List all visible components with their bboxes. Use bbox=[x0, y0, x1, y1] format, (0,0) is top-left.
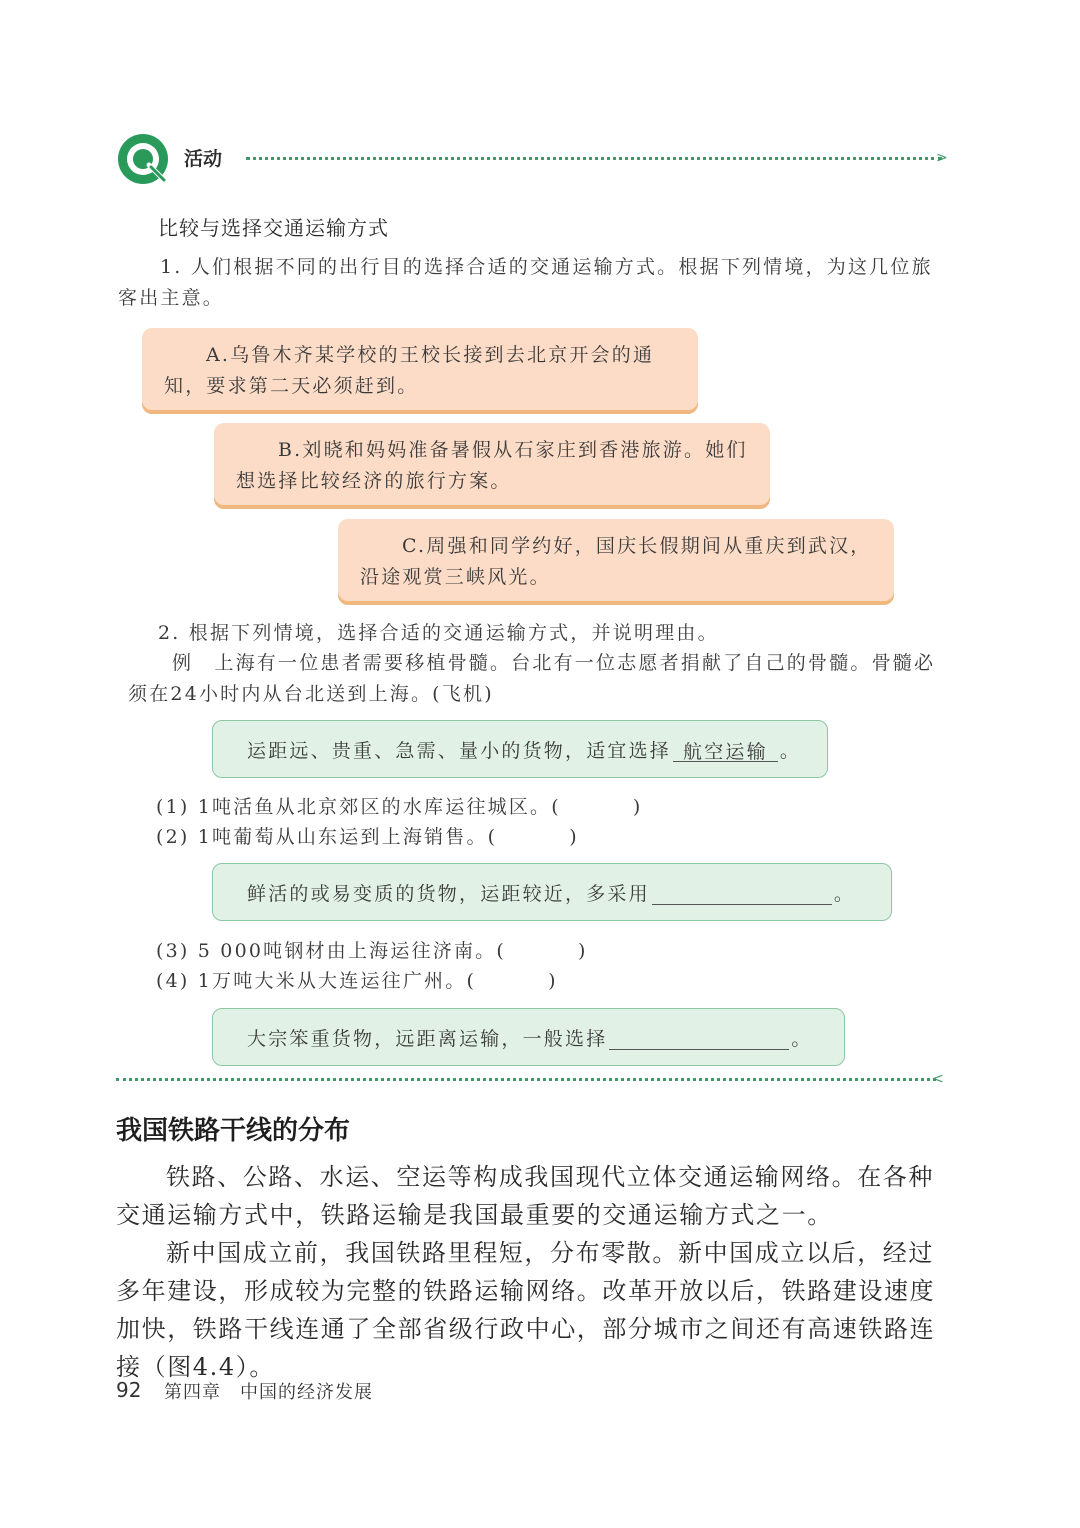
example-text: 例 上海有一位患者需要移植骨髓。台北有一位志愿者捐献了自己的骨髓。骨髓必须在24小时内从台北送到上海。(飞机) bbox=[128, 652, 936, 705]
rule-suffix: 。 bbox=[779, 739, 802, 762]
rule-suffix: 。 bbox=[791, 1027, 813, 1050]
item-close: ) bbox=[548, 970, 558, 992]
answer-blank[interactable] bbox=[609, 1025, 789, 1050]
scenario-card-b bbox=[214, 423, 770, 505]
rule-text: 运距远、贵重、急需、量小的货物，适宜选择 bbox=[247, 739, 672, 762]
rule-box-3 bbox=[212, 1008, 845, 1066]
rule-box-2 bbox=[212, 863, 892, 921]
item-text: (2) 1吨葡萄从山东运到上海销售。( bbox=[156, 826, 498, 848]
item-text: (4) 1万吨大米从大连运往广州。( bbox=[156, 970, 477, 992]
scenario-card-a bbox=[142, 328, 698, 410]
body-paragraph-1: 铁路、公路、水运、空运等构成我国现代立体交通运输网络。在各种交通运输方式中，铁路运输是我国最重要的交通运输方式之一。 bbox=[116, 1163, 934, 1229]
list-item bbox=[156, 822, 579, 849]
chevron-right-icon: > bbox=[936, 150, 948, 166]
rule-box-1 bbox=[212, 720, 828, 778]
question-2: 2. 根据下列情境，选择合适的交通运输方式，并说明理由。 bbox=[158, 622, 719, 644]
answer-blank[interactable] bbox=[652, 880, 832, 905]
activity-subtitle: 比较与选择交通运输方式 bbox=[158, 216, 389, 240]
rule-suffix: 。 bbox=[833, 882, 856, 905]
rule-text: 鲜活的或易变质的货物，运距较近，多采用 bbox=[247, 882, 650, 905]
scenario-text: C.周强和同学约好，国庆长假期间从重庆到武汉，沿途观赏三峡风光。 bbox=[360, 535, 872, 588]
chevron-left-icon: < bbox=[932, 1071, 944, 1087]
dotted-divider-bottom bbox=[116, 1078, 936, 1081]
item-close: ) bbox=[577, 940, 588, 962]
list-item bbox=[156, 966, 558, 993]
item-close: ) bbox=[632, 796, 643, 818]
item-text: (1) 1吨活鱼从北京郊区的水库运往城区。( bbox=[156, 796, 561, 818]
activity-label: 活动 bbox=[184, 148, 223, 170]
chapter-title: 第四章 中国的经济发展 bbox=[164, 1382, 373, 1403]
dotted-divider-top bbox=[246, 157, 942, 160]
activity-icon bbox=[116, 132, 172, 188]
page-number: 92 bbox=[116, 1378, 142, 1402]
list-item bbox=[156, 792, 642, 819]
section-title: 我国铁路干线的分布 bbox=[116, 1116, 351, 1146]
answer-blank[interactable]: 航空运输 bbox=[673, 737, 778, 762]
scenario-text: B.刘晓和妈妈准备暑假从石家庄到香港旅游。她们想选择比较经济的旅行方案。 bbox=[236, 439, 748, 492]
rule-text: 大宗笨重货物，远距离运输，一般选择 bbox=[247, 1027, 608, 1050]
question-1: 1. 人们根据不同的出行目的选择合适的交通运输方式。根据下列情境，为这几位旅客出主意。 bbox=[118, 256, 933, 309]
item-close: ) bbox=[569, 826, 579, 848]
item-text: (3) 5 000吨钢材由上海运往济南。( bbox=[156, 940, 506, 962]
list-item bbox=[156, 936, 588, 963]
body-paragraph-2: 新中国成立前，我国铁路里程短，分布零散。新中国成立以后，经过多年建设，形成较为完整的铁路运输网络。改革开放以后，铁路建设速度加快，铁路干线连通了全部省级行政中心，部分城市之间还有高速铁路连接（图4.4）。 bbox=[116, 1239, 936, 1381]
scenario-card-c bbox=[338, 519, 894, 601]
scenario-text: A.乌鲁木齐某学校的王校长接到去北京开会的通知，要求第二天必须赶到。 bbox=[164, 344, 655, 397]
